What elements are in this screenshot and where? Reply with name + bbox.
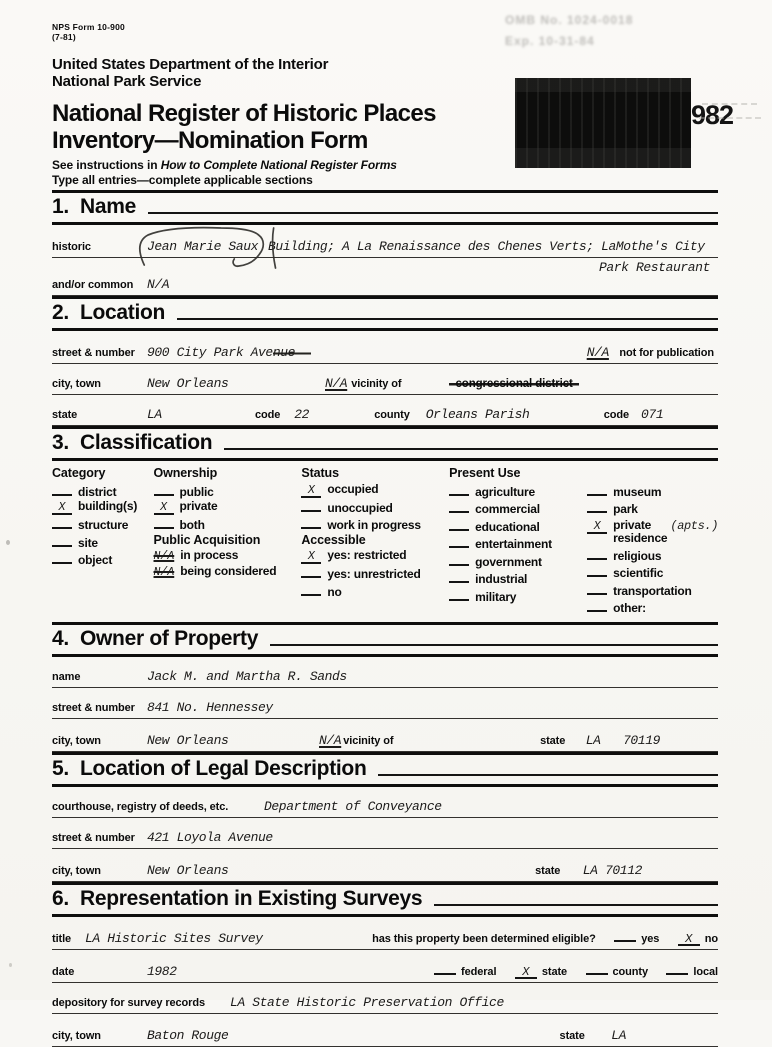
checkbox-label: being considered (180, 563, 277, 578)
checkbox-blank (52, 516, 72, 529)
checkbox-yes-unrestricted (301, 565, 449, 582)
scan-artifact (9, 963, 12, 967)
section-4-title: 4. Owner of Property (52, 626, 259, 650)
checkbox-public (154, 483, 302, 500)
checkbox-label: scientific (613, 566, 664, 580)
section-5-title: 5. Location of Legal Description (52, 756, 367, 780)
checkbox-occupied (301, 483, 449, 498)
department-title: United States Department of the Interior (52, 56, 329, 73)
checkbox-work-in-progress (301, 516, 449, 533)
owner-city-label: city, town (52, 734, 101, 747)
checkbox-blank: X (301, 485, 321, 498)
instructions-line2: Type all entries—complete applicable sections (52, 173, 313, 187)
section-6-header (52, 882, 718, 917)
common-name-row (52, 276, 718, 296)
city-town-label: city, town (52, 378, 101, 390)
checkbox-label: transportation (613, 583, 692, 598)
instructions-prefix: See instructions in (52, 158, 161, 172)
code2-value: 071 (641, 407, 664, 422)
checkbox-buildings (52, 500, 154, 515)
section-5-header (52, 752, 718, 787)
checkbox-blank (449, 588, 469, 601)
checkbox-entertainment (449, 535, 587, 552)
owner-state-label: state (540, 734, 566, 747)
owner-street-row (52, 696, 718, 719)
section-2-header (52, 296, 718, 331)
legal-city-row (52, 857, 718, 882)
checkbox-label: yes: restricted (327, 548, 407, 562)
code-value: 22 (294, 407, 310, 422)
street-number-value: 900 City Park Ave (147, 345, 273, 360)
present-use-column-2 (587, 467, 718, 617)
depository-row (52, 991, 718, 1014)
checkbox-museum (587, 483, 718, 500)
survey-city-label: city, town (52, 1029, 101, 1042)
checkbox-label: military (475, 589, 517, 604)
survey-state-label: state (559, 1029, 585, 1042)
checkbox-industrial (449, 570, 587, 587)
checkbox-government (449, 553, 587, 570)
local-blank (666, 962, 688, 975)
state-label: state (52, 409, 78, 421)
checkbox-label: educational (475, 519, 540, 534)
congressional-district-struck-label: congressional district (449, 378, 578, 390)
ownership-column (154, 467, 302, 617)
checkbox-blank (587, 599, 607, 612)
code2-label: code (603, 409, 630, 421)
checkbox-label: agriculture (475, 484, 535, 499)
public-acquisition-header: Public Acquisition (153, 532, 261, 547)
checkbox-blank: X (154, 502, 174, 515)
courthouse-value: Department of Conveyance (264, 798, 442, 814)
checkbox-blank (301, 516, 321, 529)
checkbox-blank (449, 553, 469, 566)
checkbox-label: public (179, 484, 214, 499)
checkbox-label: unoccupied (327, 500, 393, 515)
city-town-row (52, 372, 718, 395)
checkbox-site (52, 534, 154, 551)
accessible-header: Accessible (301, 532, 366, 547)
na-mark: N/A (153, 565, 175, 579)
checkbox-blank (449, 535, 469, 548)
checkbox-yes-restricted (301, 549, 449, 564)
checkbox-blank (587, 547, 607, 560)
section-4-header (52, 622, 718, 657)
survey-title-row (52, 925, 718, 950)
section-2-title: 2. Location (52, 301, 166, 324)
historic-name-line2: Park Restaurant (598, 260, 710, 275)
owner-street-label: street & number (52, 701, 135, 714)
checkbox-label: no (327, 584, 342, 599)
checkbox-label: museum (613, 484, 662, 499)
checkbox-being-considered (154, 565, 302, 580)
checkbox-blank (154, 483, 174, 496)
eligible-question-label: has this property been determined eligible? (372, 932, 596, 945)
checkbox-blank (154, 516, 174, 529)
checkbox-label: private residence (613, 517, 668, 545)
common-name-value: N/A (147, 277, 170, 292)
legal-city-value: New Orleans (147, 862, 229, 878)
owner-city-value: New Orleans (147, 732, 229, 748)
omb-stamp-line1: OMB No. 1024-0018 (505, 13, 634, 27)
historic-name-circled: Jean Marie Saux (147, 239, 259, 254)
checkbox-label: government (475, 554, 542, 569)
checkbox-park (587, 500, 718, 517)
checkbox-label: park (613, 502, 638, 516)
owner-zip-value: 70119 (622, 732, 660, 748)
present-use-spacer (587, 467, 718, 481)
depository-value: LA State Historic Preservation Office (230, 994, 504, 1010)
street-number-struck-text: nue (273, 345, 311, 361)
form-number: NPS Form 10-900 (52, 22, 125, 32)
checkbox-label: building(s) (78, 499, 138, 513)
checkbox-blank: X (52, 502, 72, 515)
checkbox-object (52, 551, 154, 568)
checkbox-label: private (179, 499, 218, 513)
city-town-value: New Orleans (147, 376, 229, 391)
eligible-no-blank: X (678, 933, 700, 946)
historic-name-row (52, 233, 718, 258)
checkbox-blank (449, 483, 469, 496)
checkbox-label: object (78, 553, 113, 567)
survey-city-row (52, 1022, 718, 1047)
federal-blank (434, 962, 456, 975)
checkbox-label: work in progress (327, 518, 421, 532)
status-column (301, 467, 449, 617)
checkbox-blank (52, 534, 72, 547)
courthouse-row (52, 795, 718, 818)
form-revision: (7-81) (52, 32, 76, 42)
section-6-title: 6. Representation in Existing Surveys (52, 886, 423, 910)
year-stamp: 982 (691, 100, 734, 130)
checkbox-label: yes: unrestricted (327, 567, 421, 581)
instructions-line1 (52, 158, 718, 173)
common-name-label: and/or common (52, 279, 134, 291)
checkbox-no (301, 583, 449, 600)
local-label: local (693, 965, 718, 978)
checkbox-in-process (154, 549, 302, 564)
checkbox-blank (587, 564, 607, 577)
present-use-column-1 (449, 467, 587, 617)
checkbox-scientific (587, 564, 718, 581)
status-header: Status (301, 466, 339, 480)
vicinity-label: vicinity of (351, 378, 402, 390)
checkbox-agriculture (449, 483, 587, 500)
state-county-row (52, 403, 718, 426)
checkbox-structure (52, 516, 154, 533)
street-number-row (52, 339, 718, 364)
form-title-line1: National Register of Historic Places (52, 100, 436, 127)
survey-date-label: date (52, 965, 75, 978)
eligible-yes-label: yes (641, 932, 660, 945)
checkbox-military (449, 588, 587, 605)
legal-state-label: state (535, 864, 561, 877)
state-level-label: state (541, 965, 568, 978)
historic-label: historic (52, 241, 91, 253)
survey-title-value: LA Historic Sites Survey (85, 930, 263, 946)
checkbox-district (52, 483, 154, 500)
instructions-manual-title: How to Complete National Register Forms (160, 158, 397, 172)
owner-name-label: name (52, 670, 81, 683)
na-mark: N/A (153, 550, 175, 563)
section-1-title: 1. Name (52, 195, 136, 218)
legal-city-label: city, town (52, 864, 101, 877)
scan-artifact (6, 540, 10, 545)
checkbox-blank: X (587, 521, 607, 534)
owner-state-value: LA (585, 732, 601, 748)
checkbox-label: industrial (475, 572, 528, 586)
checkbox-blank (449, 518, 469, 531)
owner-name-value: Jack M. and Martha R. Sands (147, 668, 347, 684)
owner-vicinity-label: vicinity of (343, 734, 394, 747)
checkbox-blank (301, 499, 321, 512)
owner-vicinity-na: N/A (319, 732, 342, 748)
owner-city-row (52, 727, 718, 752)
owner-name-row (52, 665, 718, 688)
checkbox-blank (52, 551, 72, 564)
survey-state-value: LA (611, 1027, 626, 1043)
checkbox-blank (449, 570, 469, 583)
checkbox-both (154, 516, 302, 533)
checkbox-blank (587, 483, 607, 496)
state-value: LA (147, 407, 162, 422)
pen-circle-annotation (147, 237, 258, 255)
checkbox-label: in process (180, 548, 239, 562)
legal-street-label: street & number (52, 831, 135, 844)
checkbox-blank (449, 500, 469, 513)
survey-date-value: 1982 (147, 963, 177, 979)
not-for-publication-na: N/A (586, 345, 609, 360)
classification-grid (52, 467, 718, 617)
legal-street-value: 421 Loyola Avenue (147, 829, 273, 845)
omb-stamp-line2: Exp. 10-31-84 (505, 34, 595, 48)
code-label: code (255, 409, 281, 421)
county-level-label: county (612, 965, 648, 978)
federal-label: federal (461, 965, 497, 978)
checkbox-private (154, 500, 302, 515)
present-use-header: Present Use (449, 466, 521, 480)
checkbox-blank (587, 500, 607, 513)
checkbox-other (587, 599, 718, 616)
legal-state-value: LA 70112 (582, 862, 642, 878)
checkbox-label: site (78, 535, 98, 550)
county-value: Orleans Parish (425, 407, 530, 422)
private-residence-suffix: (apts.) (670, 518, 718, 533)
not-for-publication-label: not for publication (619, 347, 714, 359)
eligible-no-label: no (704, 932, 718, 945)
owner-street-value: 841 No. Hennessey (147, 699, 273, 715)
agency-title: National Park Service (52, 73, 202, 90)
courthouse-label: courthouse, registry of deeds, etc. (52, 800, 229, 813)
form-title-line2: Inventory—Nomination Form (52, 127, 368, 154)
section-1-header (52, 190, 718, 225)
checkbox-blank (301, 583, 321, 596)
depository-label: depository for survey records (52, 996, 205, 1009)
checkbox-label: other: (613, 601, 646, 615)
checkbox-religious (587, 547, 718, 564)
form-number-block (52, 22, 718, 42)
checkbox-label: both (179, 518, 205, 532)
checkbox-private-residence (587, 518, 718, 546)
survey-city-value: Baton Rouge (147, 1027, 229, 1043)
street-number-label: street & number (52, 347, 135, 359)
historic-name-rest: Building; A La Renaissance des Chenes Verts; LaMothe's City (268, 239, 705, 254)
ownership-header: Ownership (153, 466, 218, 480)
category-header: Category (52, 466, 106, 480)
checkbox-blank (301, 565, 321, 578)
vicinity-na: N/A (325, 376, 348, 391)
section-3-title: 3. Classification (52, 431, 213, 454)
survey-title-label: title (52, 932, 72, 945)
checkbox-label: structure (78, 518, 129, 532)
county-blank (586, 962, 608, 975)
legal-street-row (52, 826, 718, 849)
category-column (52, 467, 154, 617)
survey-date-row (52, 958, 718, 983)
checkbox-label: commercial (475, 502, 540, 516)
checkbox-unoccupied (301, 499, 449, 516)
checkbox-label: occupied (327, 481, 379, 496)
state-blank: X (515, 966, 537, 979)
checkbox-label: entertainment (475, 537, 552, 551)
checkbox-blank (52, 483, 72, 496)
checkbox-transportation (587, 582, 718, 599)
checkbox-label: religious (613, 548, 662, 563)
section-3-header (52, 426, 718, 461)
checkbox-blank (587, 582, 607, 595)
checkbox-blank: X (301, 551, 321, 564)
checkbox-educational (449, 518, 587, 535)
eligible-yes-blank (614, 929, 636, 942)
county-label: county (374, 409, 410, 421)
checkbox-commercial (449, 500, 587, 517)
checkbox-label: district (78, 484, 117, 499)
